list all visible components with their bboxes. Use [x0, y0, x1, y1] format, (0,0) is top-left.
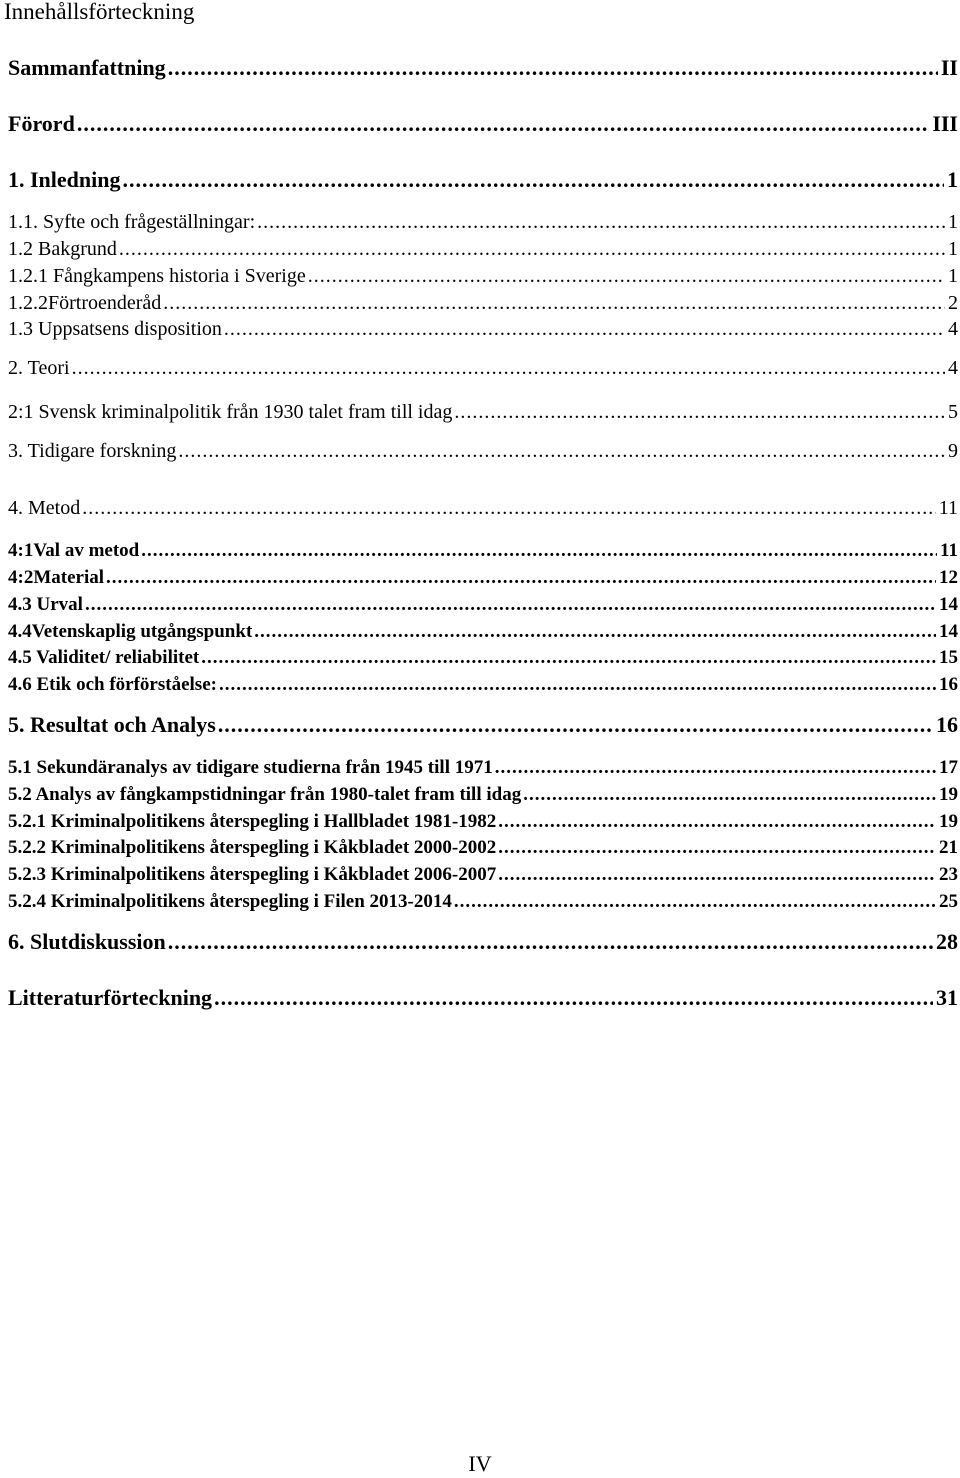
toc-dot-leader [168, 928, 933, 956]
toc-entry-page: 15 [939, 647, 958, 668]
toc-entry-label: 5.1 Sekundäranalys av tidigare studierna från 1945 till 1971 [8, 757, 493, 778]
toc-entry-4-3[interactable] [8, 592, 958, 618]
toc-entry-page: 4 [948, 357, 958, 379]
toc-heading: Innehållsförteckning [4, 0, 195, 24]
toc-entry-label: Förord [8, 111, 75, 136]
toc-dot-leader [219, 672, 936, 698]
toc-entry-4-2[interactable] [8, 565, 958, 591]
toc-entry-metod[interactable] [8, 495, 958, 521]
toc-entry-page: 28 [936, 929, 958, 954]
toc-entry-label: Litteraturförteckning [8, 985, 213, 1010]
toc-entry-inledning[interactable] [8, 166, 958, 194]
toc-entry-label: 1.2.2Förtroenderåd [8, 292, 162, 314]
toc-entry-label: 4:2Material [8, 567, 105, 588]
toc-entry-1-2-1[interactable] [8, 263, 958, 289]
toc-entry-label: 5.2.4 Kriminalpolitikens återspegling i Filen 2013-2014 [8, 891, 452, 912]
toc-entry-label: 1.3 Uppsatsens disposition [8, 318, 222, 340]
toc-dot-leader [495, 755, 936, 781]
toc-entry-4-5[interactable] [8, 645, 958, 671]
toc-entry-teori[interactable] [8, 355, 958, 381]
toc-dot-leader [163, 290, 945, 316]
toc-entry-page: 9 [948, 440, 958, 462]
toc-dot-leader [498, 835, 936, 861]
toc-dot-leader [254, 619, 936, 645]
toc-entry-page: 16 [936, 712, 958, 737]
toc-dot-leader [119, 236, 945, 262]
toc-entry-page: 14 [939, 621, 958, 642]
toc-entry-resultat-och-analys[interactable] [8, 711, 958, 739]
toc-entry-page: 17 [939, 757, 958, 778]
toc-entry-5-2[interactable] [8, 782, 958, 808]
toc-entry-slutdiskussion[interactable] [8, 928, 958, 956]
toc-entry-5-2-2[interactable] [8, 835, 958, 861]
toc-dot-leader [454, 889, 936, 915]
page-number: IV [468, 1451, 492, 1476]
toc-entry-label: 5.2.2 Kriminalpolitikens återspegling i Kåkbladet 2000-2002 [8, 837, 497, 858]
toc-entry-1-2[interactable] [8, 236, 958, 262]
toc-entry-label: 4.3 Urval [8, 594, 83, 615]
toc-entry-4-1[interactable] [8, 538, 958, 564]
toc-dot-leader [224, 316, 945, 342]
toc-dot-leader [498, 862, 936, 888]
toc-dot-leader [82, 495, 936, 521]
toc-entry-label: 4. Metod [8, 497, 81, 519]
toc-entry-label: 1.2.1 Fångkampens historia i Sverige [8, 265, 306, 287]
toc-dot-leader [72, 355, 945, 381]
toc-entry-sammanfattning[interactable] [8, 54, 958, 82]
toc-entry-label: 4.6 Etik och förförståelse: [8, 674, 217, 695]
toc-entry-page: 11 [940, 540, 958, 561]
toc-entry-page: 16 [939, 674, 958, 695]
toc-entry-4-6[interactable] [8, 672, 958, 698]
toc-entry-label: 4.5 Validitet/ reliabilitet [8, 647, 200, 668]
toc-dot-leader [523, 782, 936, 808]
toc-entry-page: 2 [948, 292, 958, 314]
toc-entry-page: 5 [948, 401, 958, 423]
toc-entry-label: 1. Inledning [8, 167, 121, 192]
toc-dot-leader [257, 209, 945, 235]
toc-entry-page: 1 [948, 211, 958, 233]
toc-entry-litteraturforteckning[interactable] [8, 984, 958, 1012]
toc-entry-page: 19 [939, 784, 958, 805]
toc-entry-5-2-1[interactable] [8, 809, 958, 835]
toc-entry-forord[interactable] [8, 110, 958, 138]
toc-dot-leader [123, 166, 945, 194]
toc-entry-label: 5.2 Analys av fångkampstidningar från 1980-talet fram till idag [8, 784, 522, 805]
toc-entry-page: 1 [947, 167, 958, 192]
toc-entry-label: 4:1Val av metod [8, 540, 140, 561]
toc-entry-label: 1.1. Syfte och frågeställningar: [8, 211, 256, 233]
toc-entry-tidigare-forskning[interactable] [8, 438, 958, 464]
toc-dot-leader [141, 538, 937, 564]
toc-entry-label: 5. Resultat och Analys [8, 712, 216, 737]
toc-dot-leader [106, 565, 936, 591]
toc-entry-page: 19 [939, 811, 958, 832]
toc-entry-5-1[interactable] [8, 755, 958, 781]
toc-entry-page: 23 [939, 864, 958, 885]
toc-entry-label: 2. Teori [8, 357, 70, 379]
toc-entry-5-2-4[interactable] [8, 889, 958, 915]
toc-dot-leader [201, 645, 936, 671]
toc-entry-label: 2:1 Svensk kriminalpolitik från 1930 talet fram till idag [8, 401, 453, 423]
toc-entry-label: 4.4Vetenskaplig utgångspunkt [8, 621, 253, 642]
toc-entry-page: 21 [939, 837, 958, 858]
toc-dot-leader [308, 263, 945, 289]
toc-entry-page: 25 [939, 891, 958, 912]
toc-entry-page: 31 [936, 985, 958, 1010]
toc-dot-leader [85, 592, 936, 618]
toc-entry-label: 6. Slutdiskussion [8, 929, 166, 954]
toc-entry-page: 14 [939, 594, 958, 615]
toc-entry-1-2-2[interactable] [8, 290, 958, 316]
toc-entry-1-3[interactable] [8, 316, 958, 342]
toc-entry-page: 11 [938, 497, 958, 519]
toc-entry-page: III [932, 111, 958, 136]
toc-dot-leader [214, 984, 933, 1012]
toc-entry-label: 5.2.3 Kriminalpolitikens återspegling i Kåkbladet 2006-2007 [8, 864, 497, 885]
toc-entry-page: 1 [948, 265, 958, 287]
toc-entry-page: 1 [948, 238, 958, 260]
toc-entry-label: 3. Tidigare forskning [8, 440, 177, 462]
toc-entry-4-4[interactable] [8, 619, 958, 645]
toc-dot-leader [77, 110, 930, 138]
toc-entry-5-2-3[interactable] [8, 862, 958, 888]
toc-dot-leader [454, 399, 945, 425]
toc-entry-1-1[interactable] [8, 209, 958, 235]
toc-dot-leader [168, 54, 938, 82]
toc-entry-label: 1.2 Bakgrund [8, 238, 117, 260]
toc-entry-label: 5.2.1 Kriminalpolitikens återspegling i Hallbladet 1981-1982 [8, 811, 497, 832]
toc-entry-label: Sammanfattning [8, 55, 166, 80]
toc-dot-leader [178, 438, 945, 464]
toc-entry-2-1[interactable] [8, 399, 958, 425]
toc-dot-leader [218, 711, 933, 739]
toc-dot-leader [498, 809, 936, 835]
toc-entry-page: 12 [939, 567, 958, 588]
toc-entry-page: II [940, 55, 958, 80]
toc-entry-page: 4 [948, 318, 958, 340]
